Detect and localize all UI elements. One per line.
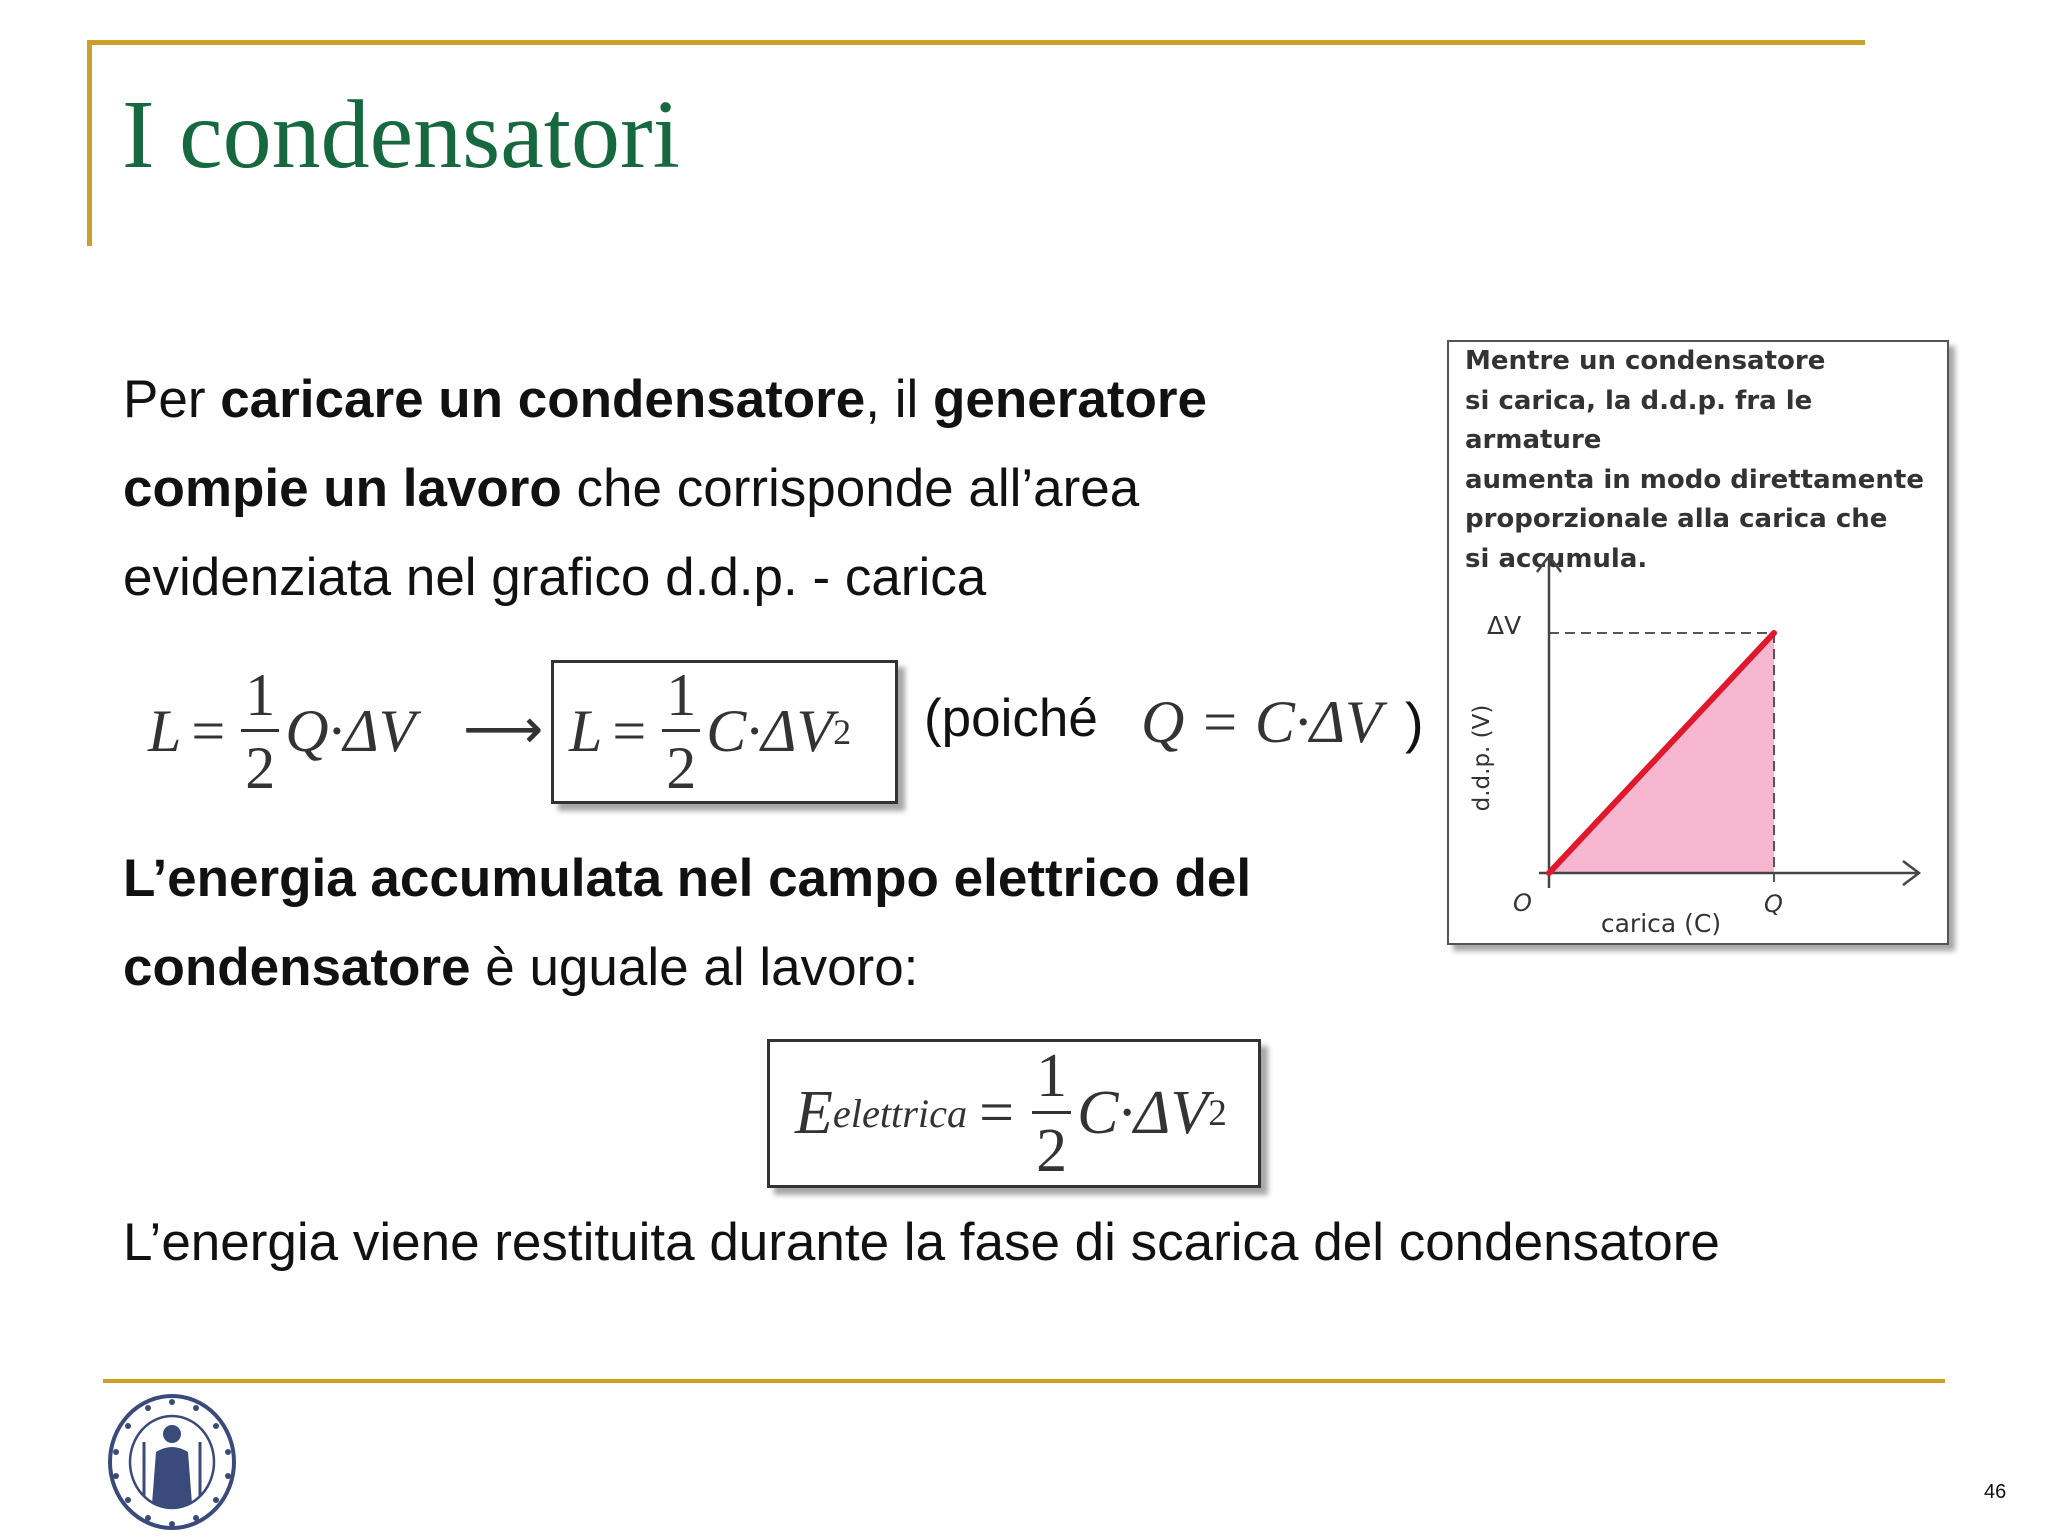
top-accent-rule xyxy=(87,40,1865,45)
text-run: è uguale al lavoro: xyxy=(470,938,919,997)
ddp-charge-chart xyxy=(1449,342,1947,943)
origin-label: O xyxy=(1513,889,1532,917)
poiche-label: (poiché xyxy=(924,689,1098,748)
intro-line-1 xyxy=(123,370,1207,429)
fraction-one-half: $\frac{1}{2}$ xyxy=(241,665,279,798)
intro-line-2 xyxy=(123,459,1139,518)
charge-relation-formula: Q = C·ΔV xyxy=(1141,689,1382,755)
x-tick-q: Q xyxy=(1764,890,1783,918)
text-run: Per xyxy=(123,370,221,429)
intro-paragraph xyxy=(123,355,1207,622)
fraction-one-half: $\frac{1}{2}$ xyxy=(1032,1045,1071,1182)
bold-text-run: caricare un condensatore xyxy=(220,370,866,429)
ddp-charge-chart-panel xyxy=(1447,340,1949,945)
energy-paragraph xyxy=(123,834,1251,1012)
work-capacity-formula: L = $\frac{1}{2}$ C·ΔV 2 xyxy=(569,662,852,801)
release-line xyxy=(123,1213,1720,1272)
bottom-accent-rule xyxy=(103,1379,1945,1383)
energy-line-1 xyxy=(123,849,1251,908)
fraction-one-half: $\frac{1}{2}$ xyxy=(662,665,700,798)
text-run: , il xyxy=(865,370,934,429)
university-seal-logo xyxy=(104,1392,240,1532)
x-axis-label: carica (C) xyxy=(1600,909,1722,938)
bold-text-run: generatore xyxy=(933,370,1207,429)
implies-arrow: ⟶ xyxy=(463,697,544,762)
energy-line-2 xyxy=(123,938,918,997)
y-axis-label: d.d.p. (V) xyxy=(1469,704,1495,812)
slide-title: I condensatori xyxy=(122,81,680,189)
closing-parenthesis: ) xyxy=(1405,691,1424,754)
page-number: 46 xyxy=(1984,1481,2007,1503)
text-run: evidenziata nel grafico d.d.p. - carica xyxy=(123,548,987,607)
bold-text-run: compie un lavoro xyxy=(123,459,562,518)
bold-text-run: L’energia accumulata nel campo elettrico del xyxy=(123,849,1252,908)
side-accent-rule xyxy=(87,40,92,246)
chart-caption: Mentre un condensatore si carica, la d.d.p. fra le armature aumenta in modo direttamente proporzionale alla carica che si accumula. xyxy=(1465,346,1924,574)
y-tick-delta-v: ΔV xyxy=(1487,611,1522,640)
energy-formula: E elettrica = $\frac{1}{2}$ C·ΔV 2 xyxy=(795,1042,1227,1185)
text-run: che corrisponde all’area xyxy=(561,459,1140,518)
work-charge-formula: L = $\frac{1}{2}$ Q·ΔV xyxy=(148,662,416,801)
intro-line-3 xyxy=(123,548,986,607)
bold-text-run: condensatore xyxy=(123,938,471,997)
release-paragraph xyxy=(123,1198,1720,1287)
text-run: L’energia viene restituita durante la fase di scarica del condensatore xyxy=(123,1213,1720,1272)
